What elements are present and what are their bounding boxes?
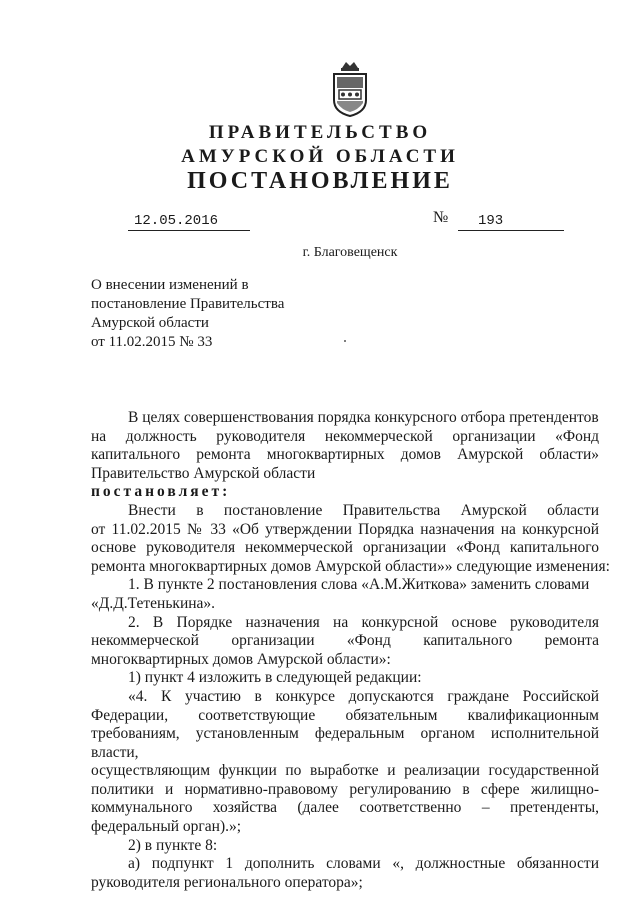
organization-name-line2: АМУРСКОЙ ОБЛАСТИ <box>181 146 459 167</box>
body-line: требованиям, установленным федеральным органом исполнительной власти, <box>91 725 599 761</box>
organization-name-line1: ПРАВИТЕЛЬСТВО <box>208 122 432 143</box>
body-line: на должность руководителя некоммерческой организации «Фонд <box>91 427 599 445</box>
body-line: осуществляющим функции по выработке и реализации государственной <box>91 762 599 780</box>
body-line: 1. В пункте 2 постановления слова «А.М.Житкова» заменить словами <box>128 576 590 594</box>
number-value: 193 <box>478 213 504 229</box>
subject-line: О внесении изменений в <box>91 277 249 293</box>
body-line: 2) в пункте 8: <box>128 836 218 854</box>
body-line: а) подпункт 1 дополнить словами «, должностные обязанности <box>128 855 599 873</box>
body-line: некоммерческой организации «Фонд капитального ремонта <box>91 632 599 650</box>
speck <box>344 340 346 342</box>
body-line: основе руководителя некоммерческой организации «Фонд капитального <box>91 539 599 557</box>
body-line: «Д.Д.Тетенькина». <box>91 594 216 612</box>
date-field <box>128 212 250 231</box>
number-sign: № <box>433 209 449 226</box>
subject-block <box>91 276 284 352</box>
body-line: Правительство Амурской области <box>91 464 316 482</box>
body-line: от 11.02.2015 № 33 «Об утверждении Порядка назначения на конкурсной <box>91 520 599 538</box>
body-line: 1) пункт 4 изложить в следующей редакции: <box>128 669 422 687</box>
body-line: В целях совершенствования порядка конкурсного отбора претендентов <box>128 409 599 426</box>
coat-of-arms-icon <box>328 58 372 118</box>
resolution-keyword: постановляет: <box>91 483 231 501</box>
body-line: 2. В Порядке назначения на конкурсной основе руководителя <box>128 613 599 631</box>
subject-line: от 11.02.2015 № 33 <box>91 334 213 350</box>
body-line: капитального ремонта многоквартирных домов Амурской области» <box>91 446 599 464</box>
subject-line: постановление Правительства <box>91 296 285 312</box>
body-line: коммунального хозяйства (далее соответственно – претенденты, <box>91 799 599 817</box>
body-line: Внести в постановление Правительства Амурской области <box>128 501 599 519</box>
body-line: Федерации, соответствующие обязательным квалификационным <box>91 706 599 724</box>
body-line: «4. К участию в конкурсе допускаются граждане Российской <box>128 687 599 705</box>
number-field <box>458 212 564 231</box>
document-body <box>91 409 610 892</box>
body-line: федеральный орган).»; <box>91 818 242 836</box>
city: г. Благовещенск <box>302 245 398 260</box>
body-line: ремонта многоквартирных домов Амурской области»» следующие изменения: <box>91 557 610 575</box>
body-line: многоквартирных домов Амурской области»: <box>91 650 391 668</box>
document-type-title: ПОСТАНОВЛЕНИЕ <box>187 168 453 194</box>
body-line: политики и нормативно-правовому регулированию в сфере жилищно- <box>91 780 599 798</box>
date-value: 12.05.2016 <box>134 213 219 229</box>
body-line: руководителя регионального оператора»; <box>91 873 363 891</box>
subject-line: Амурской области <box>91 315 209 331</box>
